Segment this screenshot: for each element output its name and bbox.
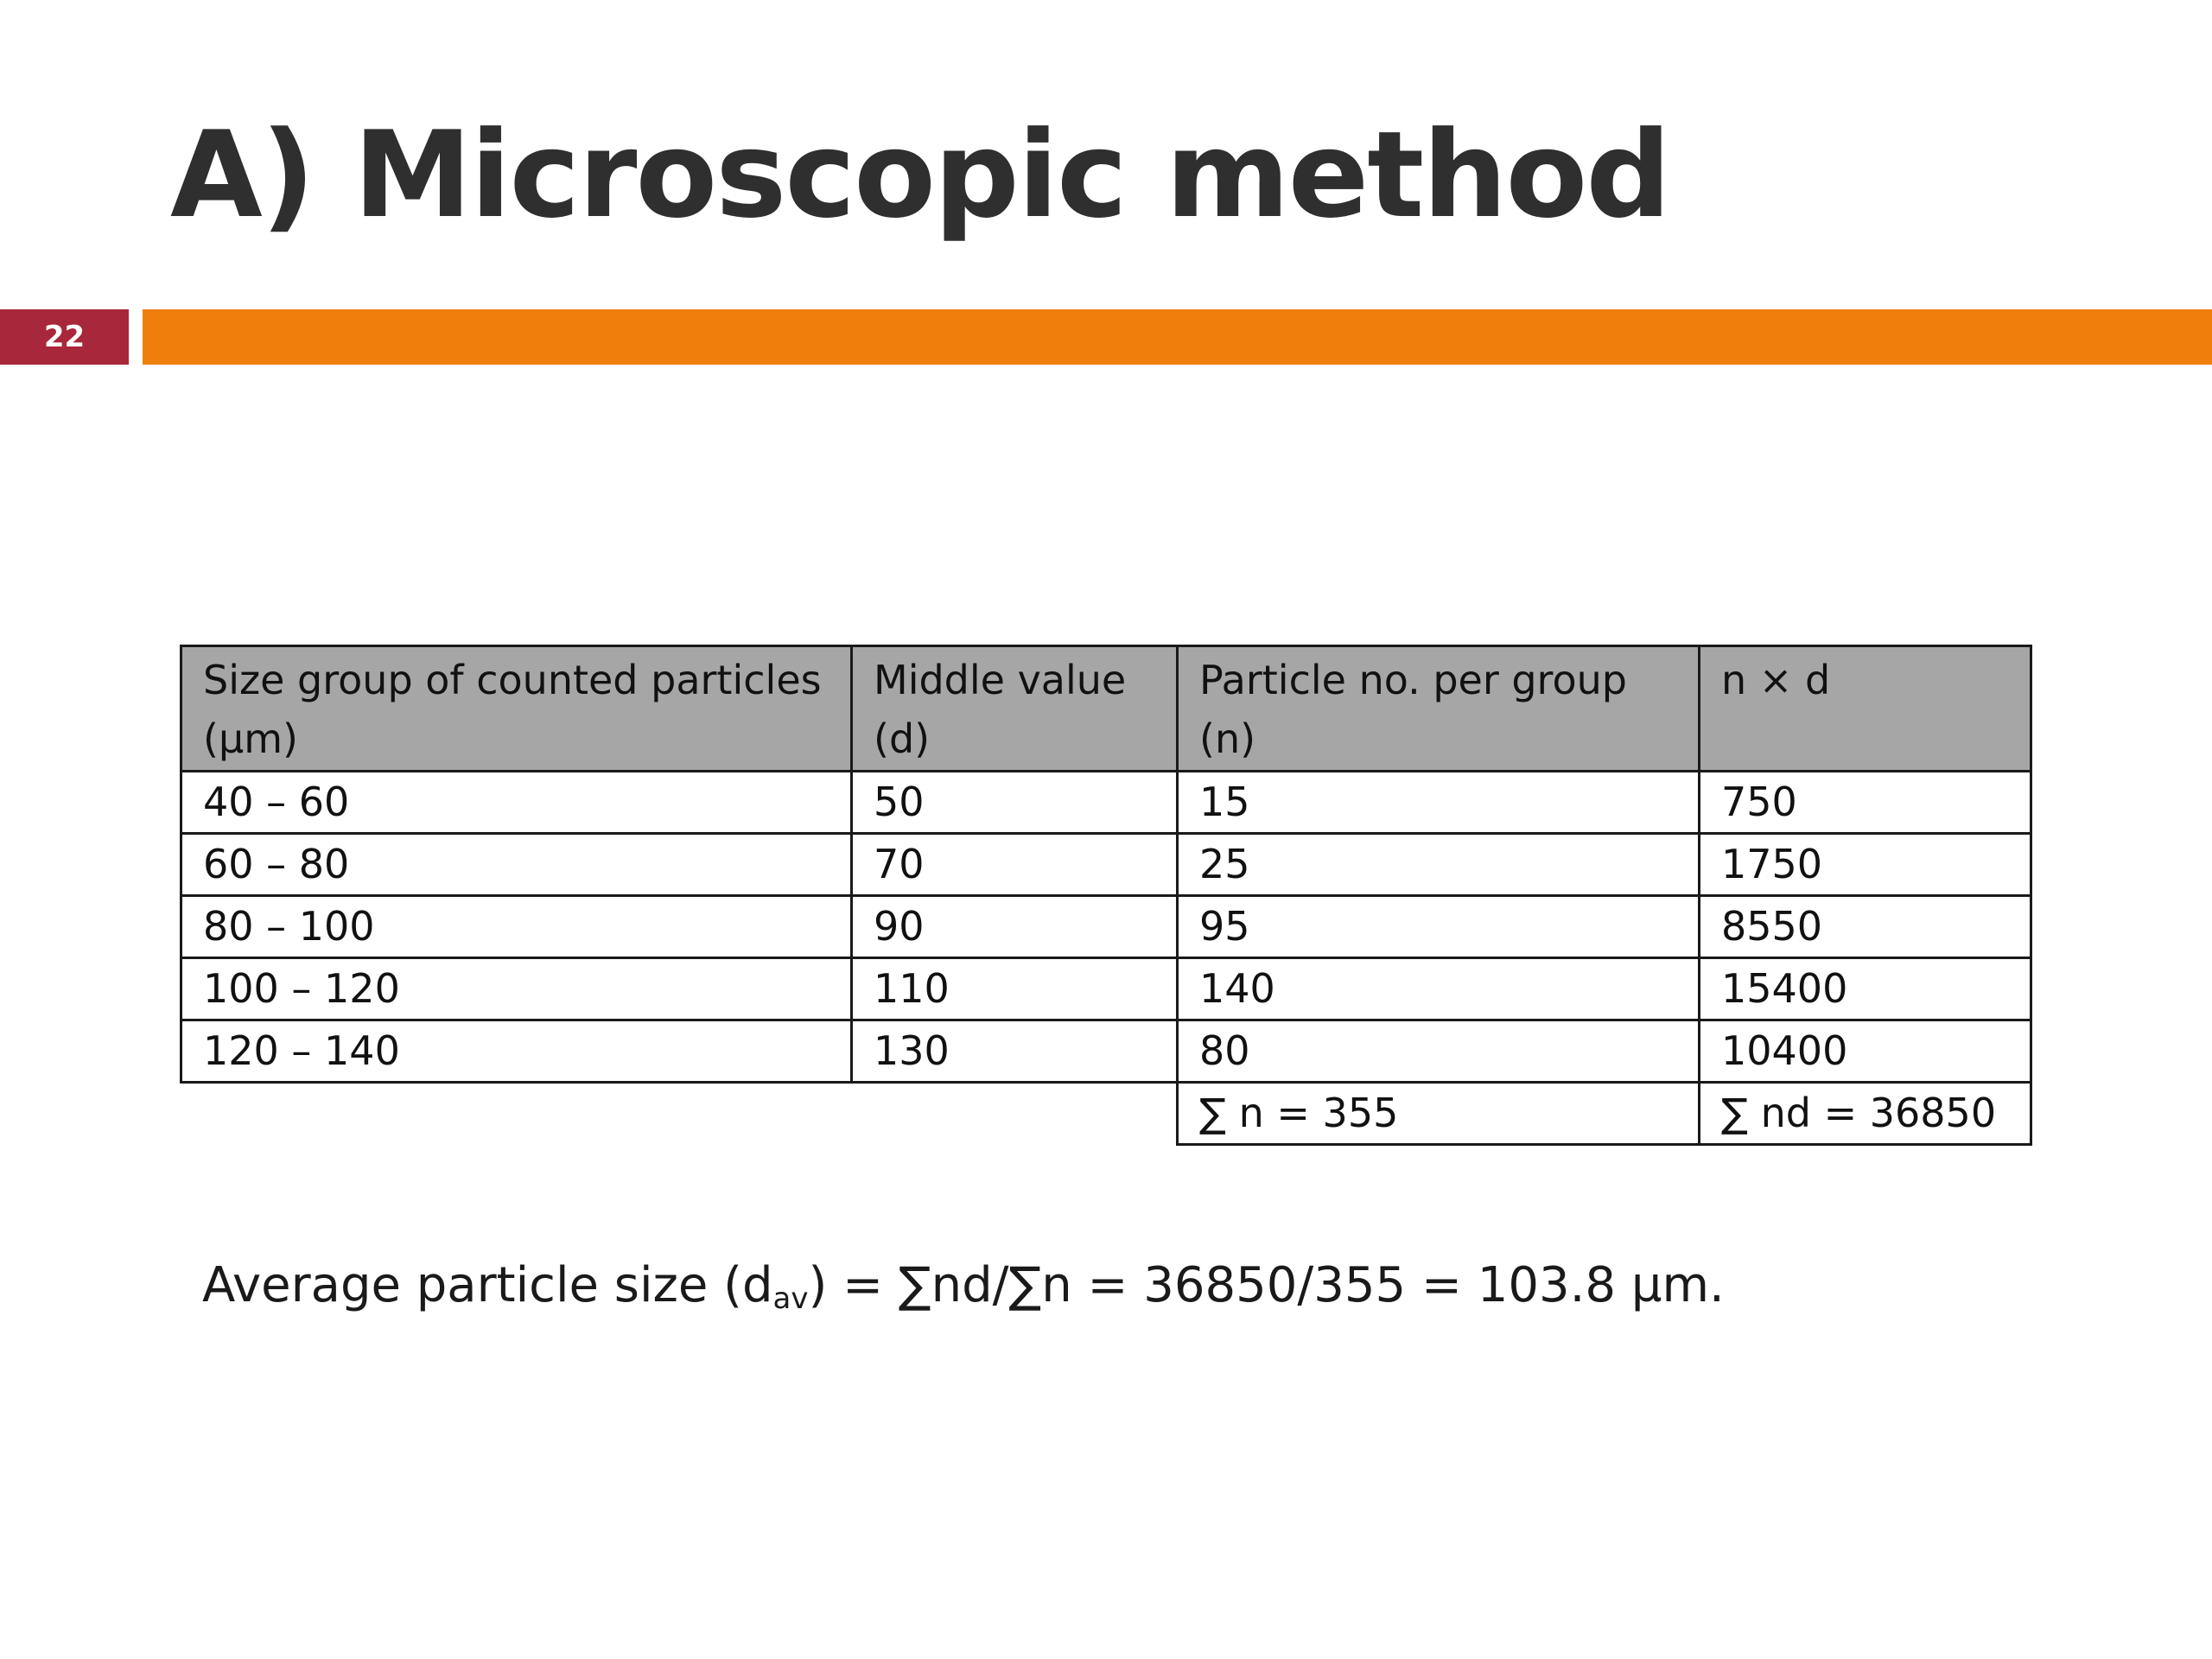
cell-size-group: 60 – 80 xyxy=(181,834,852,896)
totals-empty-cell xyxy=(181,1083,852,1145)
cell-particle-count: 140 xyxy=(1178,958,1700,1020)
cell-size-group: 100 – 120 xyxy=(181,958,852,1020)
total-n-cell: ∑ n = 355 xyxy=(1178,1083,1700,1145)
slide-number-badge: 22 xyxy=(0,309,129,365)
header-size-group: Size group of counted particles (µm) xyxy=(181,646,852,772)
formula-prefix: Average particle size (d xyxy=(202,1257,773,1313)
cell-size-group: 120 – 140 xyxy=(181,1020,852,1083)
formula-subscript: av xyxy=(772,1281,809,1316)
cell-particle-count: 95 xyxy=(1178,896,1700,958)
cell-middle-value: 90 xyxy=(852,896,1178,958)
cell-middle-value: 110 xyxy=(852,958,1178,1020)
formula-suffix: ) = ∑nd/∑n = 36850/355 = 103.8 µm. xyxy=(808,1257,1725,1313)
table-totals-row xyxy=(181,1083,2031,1145)
accent-bar xyxy=(143,309,2212,365)
totals-empty-cell xyxy=(852,1083,1178,1145)
header-middle-value: Middle value (d) xyxy=(852,646,1178,772)
particle-size-table xyxy=(180,645,2032,1146)
cell-middle-value: 50 xyxy=(852,772,1178,834)
cell-n-times-d: 1750 xyxy=(1700,834,2031,896)
cell-middle-value: 70 xyxy=(852,834,1178,896)
table-row xyxy=(181,896,2031,958)
cell-particle-count: 25 xyxy=(1178,834,1700,896)
cell-size-group: 40 – 60 xyxy=(181,772,852,834)
cell-n-times-d: 8550 xyxy=(1700,896,2031,958)
cell-particle-count: 80 xyxy=(1178,1020,1700,1083)
cell-n-times-d: 10400 xyxy=(1700,1020,2031,1083)
total-nd-cell: ∑ nd = 36850 xyxy=(1700,1083,2031,1145)
header-particle-count: Particle no. per group (n) xyxy=(1178,646,1700,772)
cell-middle-value: 130 xyxy=(852,1020,1178,1083)
average-size-formula xyxy=(202,1251,1725,1333)
header-n-times-d: n × d xyxy=(1700,646,2031,772)
cell-particle-count: 15 xyxy=(1178,772,1700,834)
table-row xyxy=(181,958,2031,1020)
table-header-row xyxy=(181,646,2031,772)
cell-size-group: 80 – 100 xyxy=(181,896,852,958)
table-row xyxy=(181,1020,2031,1083)
cell-n-times-d: 750 xyxy=(1700,772,2031,834)
cell-n-times-d: 15400 xyxy=(1700,958,2031,1020)
table-row xyxy=(181,772,2031,834)
table-row xyxy=(181,834,2031,896)
slide-title: A) Microscopic method xyxy=(170,105,1670,245)
